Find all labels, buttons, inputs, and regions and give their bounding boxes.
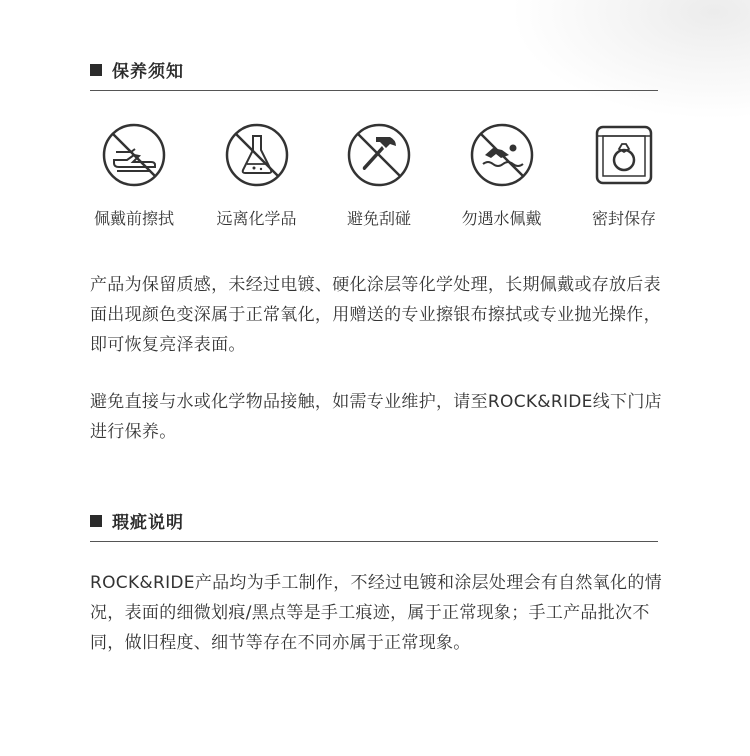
care-divider — [90, 90, 658, 91]
flask-prohibited-icon — [224, 122, 290, 188]
hand-wipe-prohibited-icon — [101, 122, 167, 188]
care-item-wipe — [84, 122, 184, 229]
care-item-storage — [574, 122, 674, 229]
hammer-prohibited-icon — [346, 122, 412, 188]
care-section-header — [90, 57, 658, 82]
care-label-scratch: 避免刮碰 — [346, 209, 411, 228]
flaw-section-header — [90, 508, 658, 533]
care-section-title: 保养须知 — [112, 62, 184, 82]
care-label-storage: 密封保存 — [591, 209, 656, 228]
care-item-scratch — [329, 122, 429, 229]
care-label-water: 勿遇水佩戴 — [461, 209, 542, 228]
care-item-chemicals — [207, 122, 307, 229]
care-paragraph-2: 避免直接与水或化学物品接触，如需专业维护，请至ROCK&RIDE线下门店进行保养。 — [90, 392, 662, 442]
flaw-divider — [90, 541, 658, 542]
swimming-prohibited-icon — [469, 122, 535, 188]
ring-box-icon — [591, 122, 657, 188]
care-paragraph-1: 产品为保留质感，未经过电镀、硬化涂层等化学处理，长期佩戴或存放后表面出现颜色变深属于正常氧化，用赠送的专业擦银布擦拭或专业抛光操作，即可恢复亮泽表面。 — [90, 275, 661, 355]
care-label-chemicals: 远离化学品 — [216, 209, 297, 228]
care-item-water — [452, 122, 552, 229]
square-bullet-icon — [90, 64, 102, 76]
care-label-wipe: 佩戴前擦拭 — [93, 209, 174, 228]
flaw-paragraph: ROCK&RIDE产品均为手工制作，不经过电镀和涂层处理会有自然氧化的情况，表面的细微划痕/黑点等是手工痕迹，属于正常现象；手工产品批次不同，做旧程度、细节等存在不同亦属于正常现象。 — [90, 573, 662, 653]
care-icons-row — [84, 122, 674, 229]
flaw-section-title: 瑕疵说明 — [112, 513, 184, 533]
square-bullet-icon — [90, 515, 102, 527]
